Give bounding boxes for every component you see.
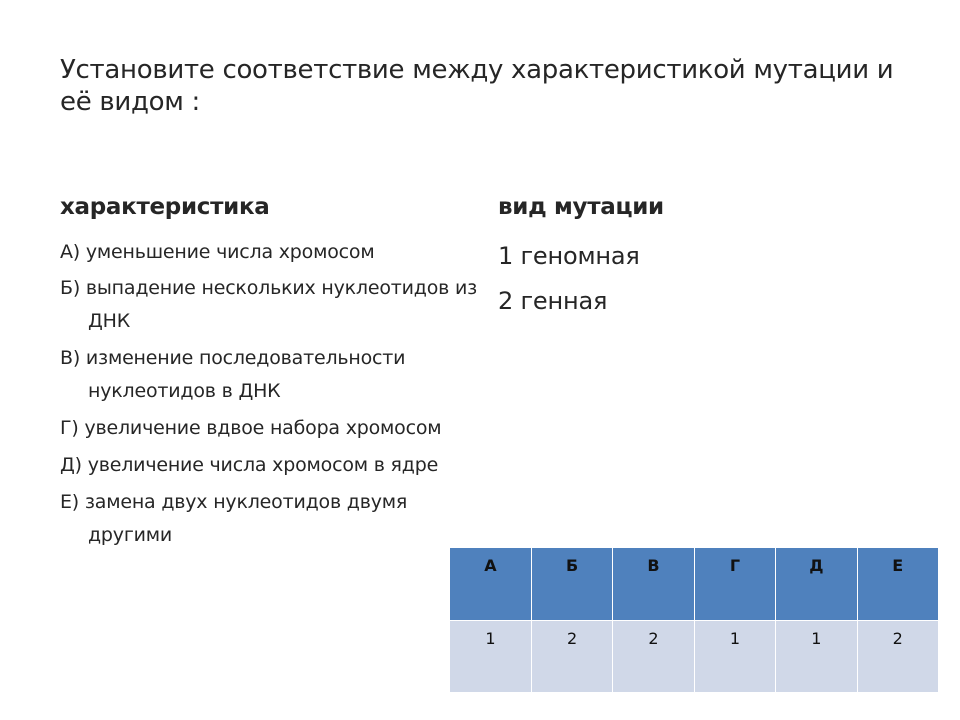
answer-header-cell: Е: [857, 548, 938, 621]
answer-header-cell: Б: [531, 548, 612, 621]
answer-value-cell: 1: [450, 621, 531, 693]
mutation-types-list: [498, 238, 640, 328]
characteristic-header: характеристика: [60, 194, 270, 220]
characteristic-item-b: Б) выпадение нескольких нуклеотидов из ДНК: [60, 277, 478, 332]
characteristic-item-a: А) уменьшение числа хромосом: [60, 241, 375, 263]
answer-header-cell: А: [450, 548, 531, 621]
answer-value-cell: 1: [694, 621, 775, 693]
mutation-type-gene: 2 генная: [498, 287, 608, 315]
answer-value-cell: 1: [776, 621, 857, 693]
answer-table-header-row: [450, 548, 939, 621]
answer-table-value-row: [450, 621, 939, 693]
answer-header-cell: Г: [694, 548, 775, 621]
mutation-type-genomic: 1 геномная: [498, 242, 640, 270]
characteristic-item-g: Г) увеличение вдвое набора хромосом: [60, 417, 442, 439]
answer-header-cell: Д: [776, 548, 857, 621]
characteristics-list: [60, 236, 480, 556]
answer-header-cell: В: [613, 548, 694, 621]
slide-title: Установите соответствие между характеристикой мутации и её видом :: [60, 55, 894, 117]
characteristic-item-d: Д) увеличение числа хромосом в ядре: [60, 454, 439, 476]
characteristic-item-e: Е) замена двух нуклеотидов двумя другими: [60, 491, 408, 546]
answer-table: [450, 547, 939, 693]
answer-value-cell: 2: [613, 621, 694, 693]
mutation-type-header: вид мутации: [498, 194, 664, 220]
answer-value-cell: 2: [857, 621, 938, 693]
characteristic-item-v: В) изменение последовательности нуклеотидов в ДНК: [60, 347, 406, 402]
answer-value-cell: 2: [531, 621, 612, 693]
